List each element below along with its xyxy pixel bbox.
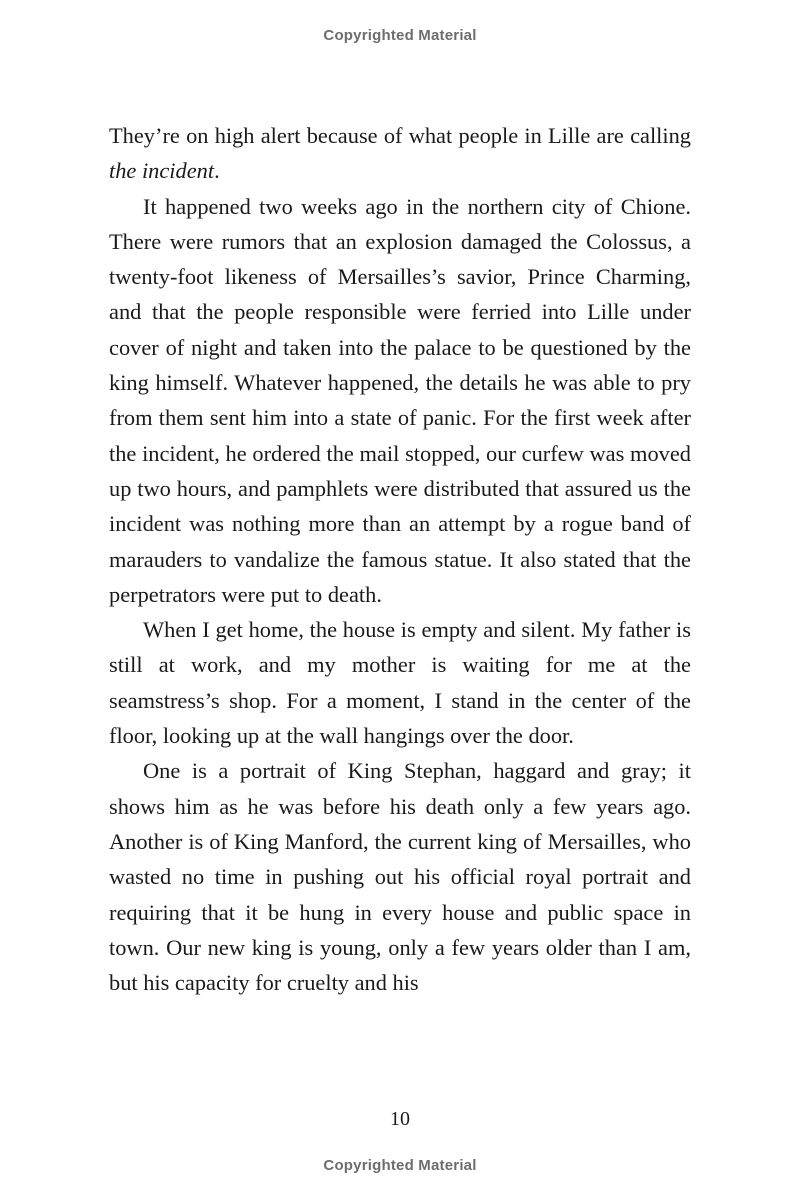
page-number: 10 bbox=[390, 1108, 410, 1130]
paragraph-4: One is a portrait of King Stephan, haggard and gray; it shows him as he was before his death only a few years ago. Another is of King Manford, the current king of Mersailles, who wasted no time in pushing out his official royal portrait and requiring that it be hung in every house and public space in town. Our new king is young, only a few years older than I am, but his capacity for cruelty and his bbox=[109, 758, 691, 996]
paragraph-3: When I get home, the house is empty and silent. My father is still at work, and my mother is waiting for me at the seamstress’s shop. For a moment, I stand in the center of the floor, looking up at the wall hangings over the door. bbox=[109, 617, 691, 749]
paragraph-2: It happened two weeks ago in the northern city of Chione. There were rumors that an explosion damaged the Colossus, a twenty-foot likeness of Mersailles’s savior, Prince Charming, and that the people responsible were ferried into Lille under cover of night and taken into the palace to be questioned by the king himself. Whatever happened, the details he was able to pry from them sent him into a state of panic. For the first week after the incident, he ordered the mail stopped, our curfew was moved up two hours, and pamphlets were distributed that assured us the incident was nothing more than an attempt by a rogue band of marauders to vandalize the famous statue. It also stated that the perpetrators were put to death. bbox=[109, 193, 691, 607]
paragraph-1 bbox=[109, 118, 691, 189]
page-body bbox=[109, 118, 691, 1000]
paragraph-1-lead: They’re on high alert because of what people in Lille are calling bbox=[109, 123, 691, 148]
paragraph-1-tail: . bbox=[214, 158, 220, 184]
copyright-header: Copyrighted Material bbox=[323, 27, 477, 44]
copyright-footer: Copyrighted Material bbox=[323, 1157, 477, 1174]
paragraph-1-emphasis: the incident bbox=[109, 158, 215, 184]
